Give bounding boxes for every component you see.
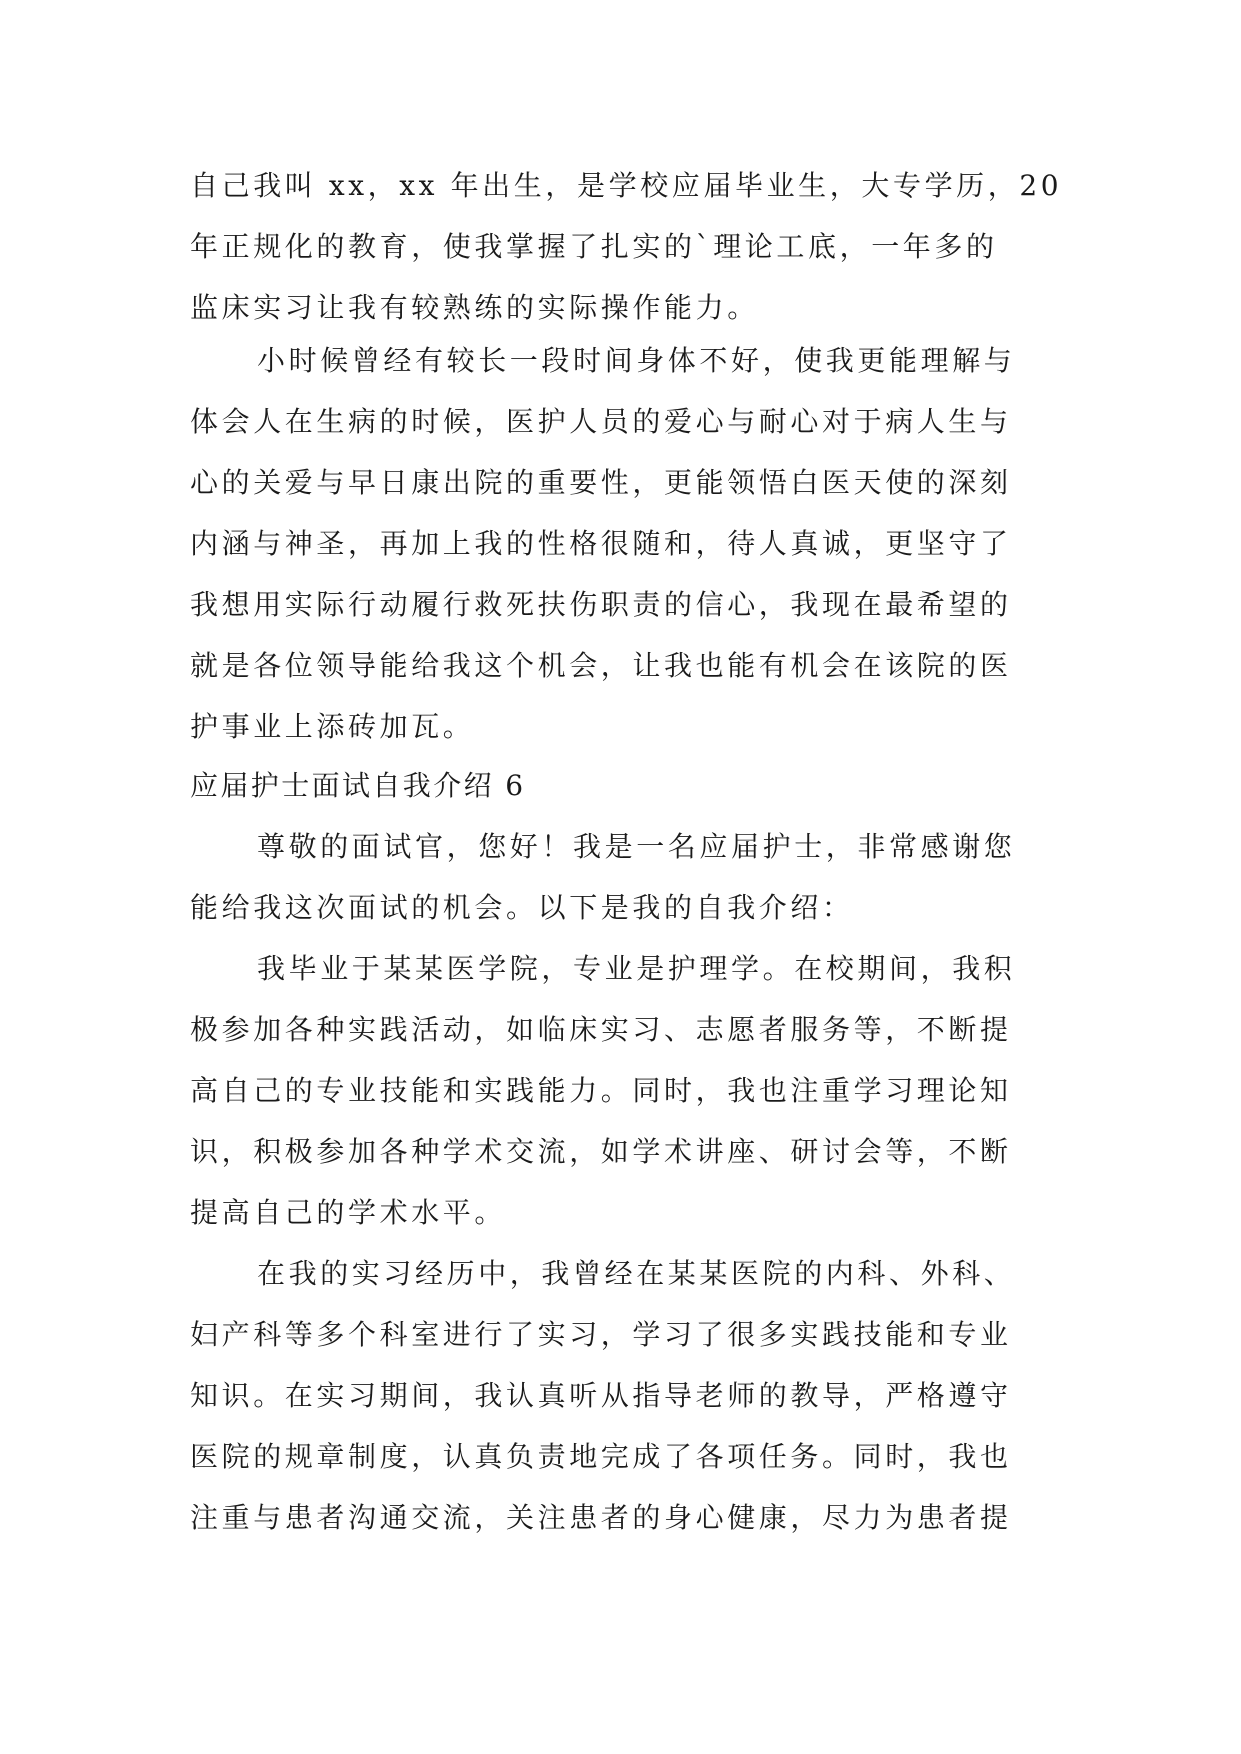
text-line: 极参加各种实践活动，如临床实习、志愿者服务等，不断提: [190, 1013, 1012, 1046]
text-line: 小时候曾经有较长一段时间身体不好，使我更能理解与: [257, 344, 1016, 377]
text-line: 妇产科等多个科室进行了实习，学习了很多实践技能和专业: [190, 1318, 1012, 1351]
section-heading: 应届护士面试自我介绍 6: [190, 769, 526, 802]
text-line: 年正规化的教育，使我掌握了扎实的`理论工底，一年多的: [190, 230, 998, 263]
paragraph-2: [190, 330, 1050, 757]
text-line: 我想用实际行动履行救死扶伤职责的信心，我现在最希望的: [190, 588, 1012, 621]
paragraph-4: [190, 938, 1050, 1243]
text-line: 尊敬的面试官，您好！我是一名应届护士，非常感谢您: [257, 830, 1016, 863]
text-line: 监床实习让我有较熟练的实际操作能力。: [190, 291, 759, 324]
section-heading-block: [190, 755, 1050, 816]
text-line: 就是各位领导能给我这个机会，让我也能有机会在该院的医: [190, 649, 1012, 682]
text-line: 高自己的专业技能和实践能力。同时，我也注重学习理论知: [190, 1074, 1012, 1107]
paragraph-5: [190, 1243, 1050, 1548]
text-line: 我毕业于某某医学院，专业是护理学。在校期间，我积: [257, 952, 1016, 985]
text-line: 自己我叫 xx，xx 年出生，是学校应届毕业生，大专学历，20: [190, 169, 1063, 202]
paragraph-3: [190, 816, 1050, 938]
text-line: 注重与患者沟通交流，关注患者的身心健康，尽力为患者提: [190, 1501, 1012, 1534]
text-line: 体会人在生病的时候，医护人员的爱心与耐心对于病人生与: [190, 405, 1012, 438]
text-line: 识，积极参加各种学术交流，如学术讲座、研讨会等，不断: [190, 1135, 1012, 1168]
text-line: 心的关爱与早日康出院的重要性，更能领悟白医天使的深刻: [190, 466, 1012, 499]
text-line: 医院的规章制度，认真负责地完成了各项任务。同时，我也: [190, 1440, 1012, 1473]
text-line: 知识。在实习期间，我认真听从指导老师的教导，严格遵守: [190, 1379, 1012, 1412]
paragraph-1: [190, 155, 1063, 338]
text-line: 提高自己的学术水平。: [190, 1196, 507, 1229]
text-line: 护事业上添砖加瓦。: [190, 710, 475, 743]
text-line: 内涵与神圣，再加上我的性格很随和，待人真诚，更坚守了: [190, 527, 1012, 560]
text-line: 能给我这次面试的机会。以下是我的自我介绍：: [190, 891, 854, 924]
text-line: 在我的实习经历中，我曾经在某某医院的内科、外科、: [257, 1257, 1016, 1290]
